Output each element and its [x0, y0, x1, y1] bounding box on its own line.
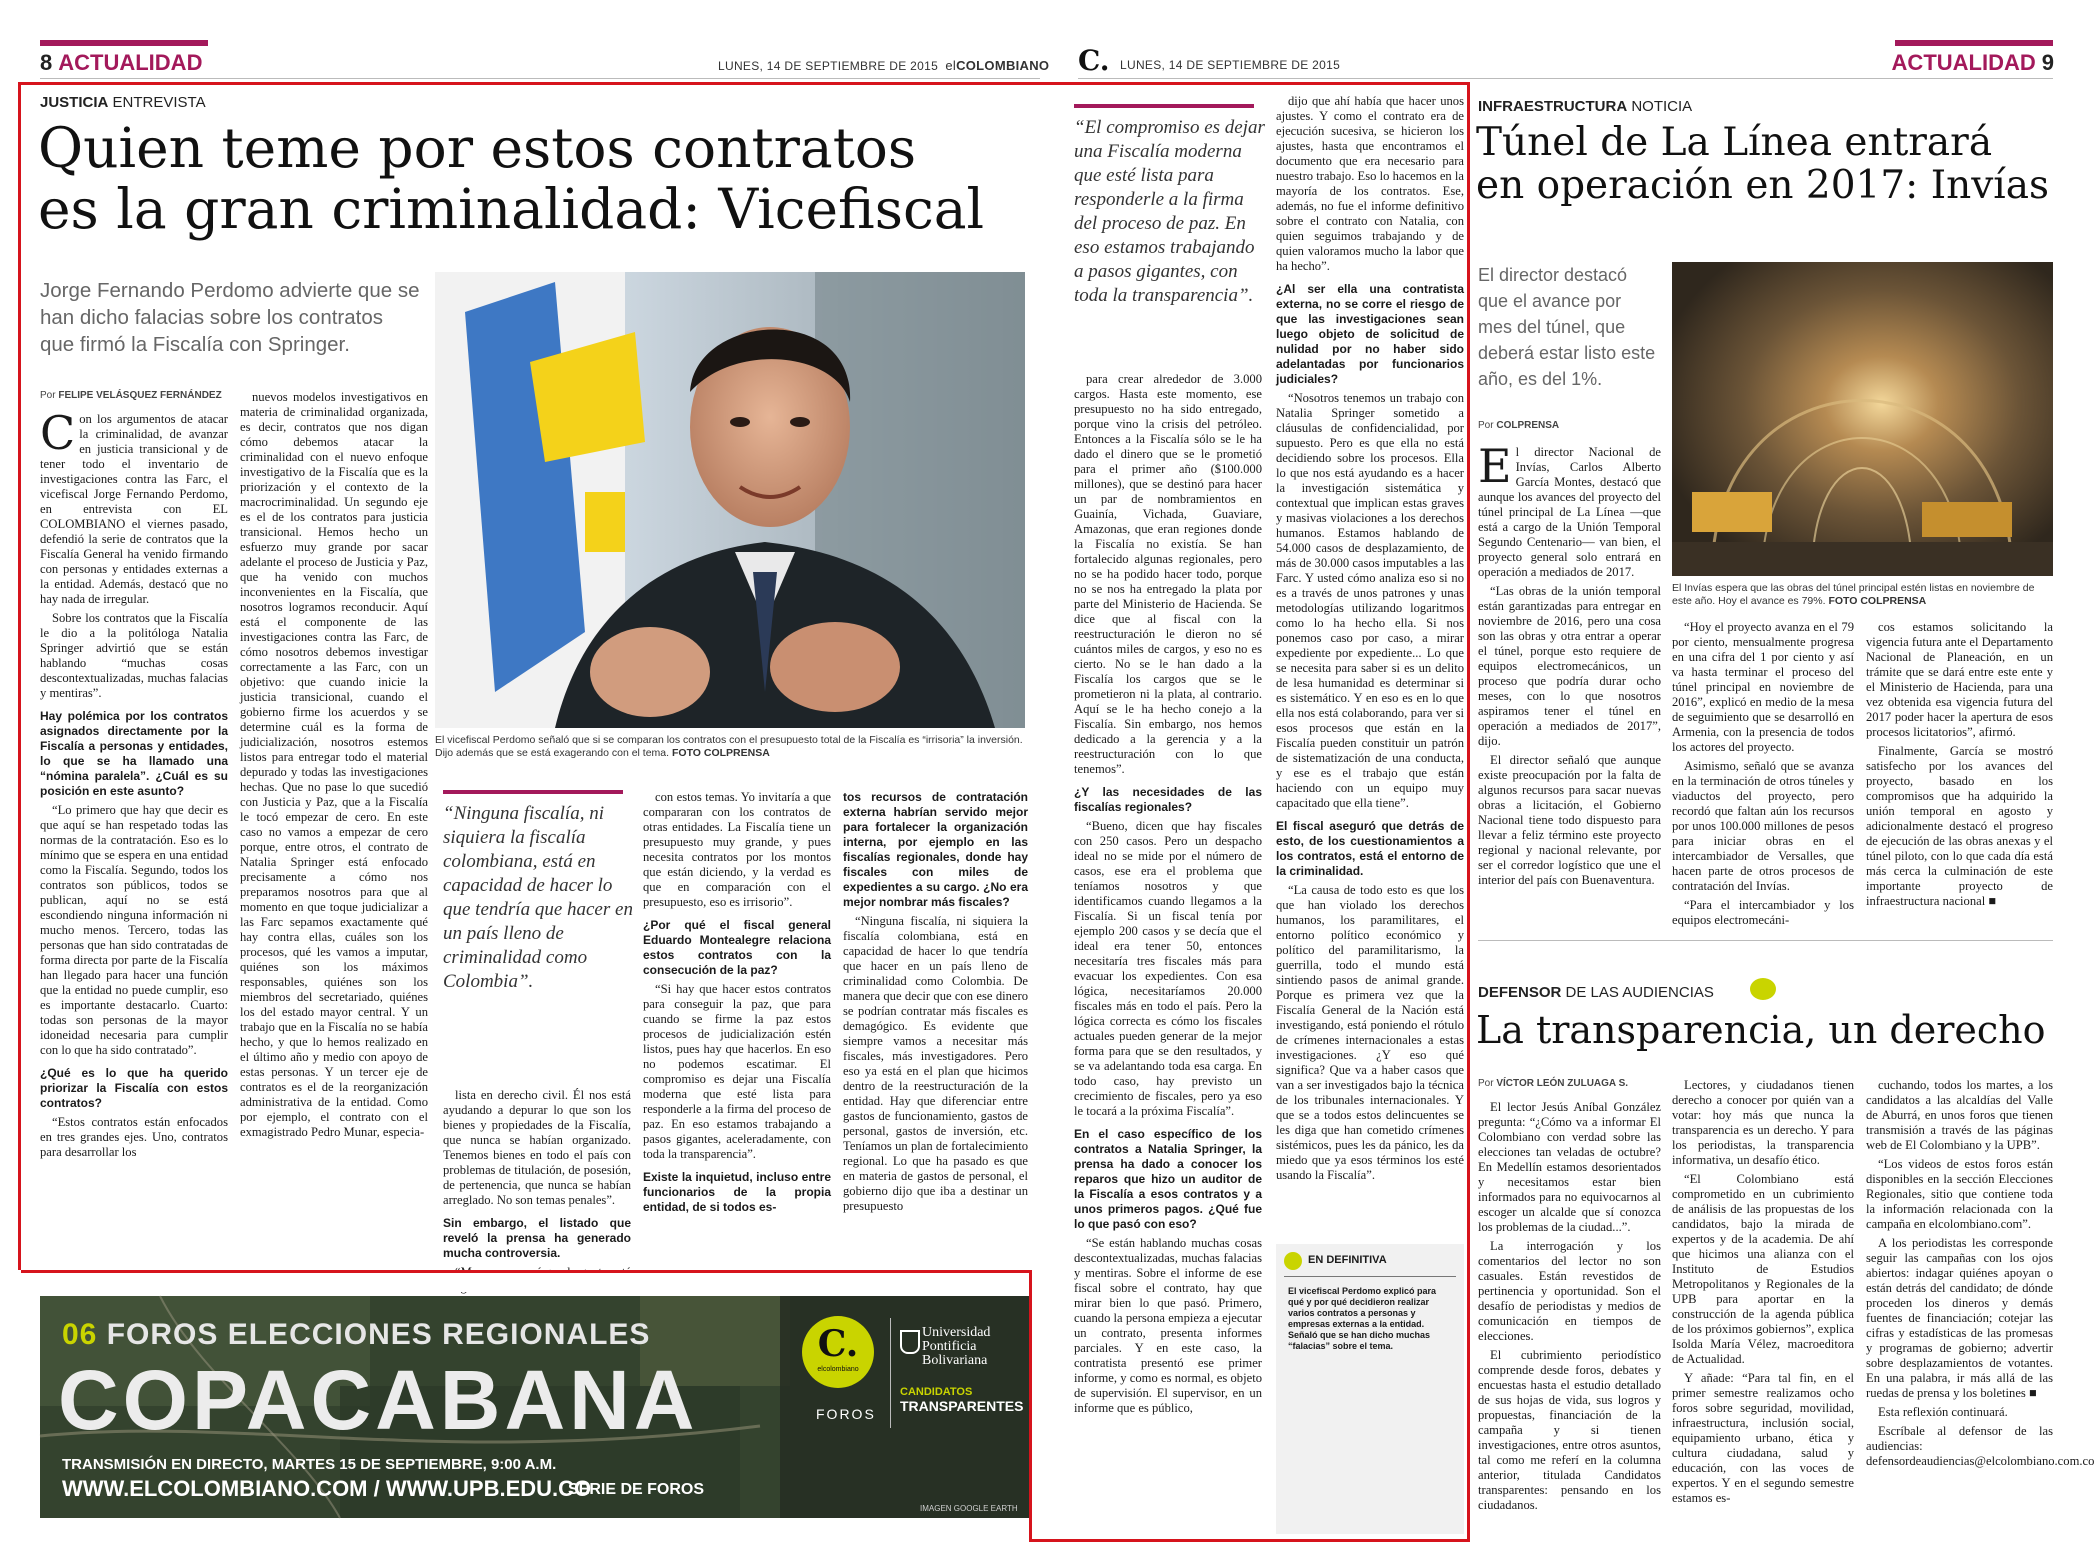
main-photo-caption-text: El vicefiscal Perdomo señaló que si se comparan los contratos con el presupuesto total de la Fiscalía es “irrisoria” la inversión. Dijo además que se está exagerando con el tema.: [435, 734, 1023, 759]
left-header-bar: [40, 40, 208, 46]
body-paragraph: Lectores, y ciudadanos tienen derecho a conocer por quién van a votar: hoy más que nunca la transparencia es un derecho. Y para los periodistas, la transparencia informativa, un desafío ético.: [1672, 1078, 1854, 1167]
highlight-frame-top: [18, 82, 1470, 1292]
interview-question: Sin embargo, el listado que reveló la prensa ha generado mucha controversia.: [443, 1216, 631, 1260]
defensor-byline-prefix: Por: [1478, 1078, 1494, 1089]
foros-ad-banner[interactable]: [40, 1296, 1030, 1518]
tunnel-kicker: [1478, 98, 1692, 115]
body-paragraph: “Ninguna fiscalía, ni siquiera la fiscalía colombiana, está en capacidad de hacer lo que tendría que hacer en un país lleno de criminalidad como Colombia. De manera que decir que con ese dinero se podrían contratar más fiscales es demagógico. Es evidente que siempre vamos a necesitar más fiscales, más investigadores. Pero eso ya está en el plan que hicimos dentro de la reestructuración de la entidad. Hay que diferenciar entre gastos de funcionamiento, gastos de personal, gastos de inversión, etc. Teníamos un plan de fortalecimiento regional. Lo que ha pasado es que en materia de gastos de personal, el gobierno dijo que iba a destinar un presupuesto: [843, 914, 1028, 1213]
main-byline-name: FELIPE VELÁSQUEZ FERNÁNDEZ: [58, 390, 222, 401]
body-paragraph: “El Colombiano está comprometido en un cubrimiento de análisis de las propuestas de los candidatos, bajo la mirada de expertos y de la academia. De ahí que hicimos una alianza con el Instituto de Estudios Metropolitanos y Regionales de la UPB para aportar en la construcción de la agenda pública de los próximos gobiernos”, explica Isolda María Vélez, macroeditora de Actualidad.: [1672, 1172, 1854, 1366]
ad-serie: SERIE DE FOROS: [568, 1481, 705, 1498]
left-section-name: ACTUALIDAD: [58, 50, 203, 75]
tunnel-byline-prefix: Por: [1478, 420, 1494, 431]
ad-upb-line2: Pontificia: [922, 1339, 977, 1354]
highlight-frame-bottom: [1029, 1539, 1470, 1542]
tunnel-column-2: [1672, 620, 1854, 925]
body-paragraph: con estos temas. Yo invitaría a que compararan con los contratos de otras entidades. La Fiscalía tiene un presupuesto muy grande, y pues necesita contratos por los montos que están diciendo, y la verdad es que en comparación con el presupuesto, eso es irrisorio”.: [643, 790, 831, 909]
pull-quote-1: “Ninguna fiscalía, ni siquiera la fiscalía colombiana, está en capacidad de hacer lo que tendría que hacer en un país lleno de criminalidad como Colombia”.: [443, 803, 633, 992]
body-paragraph: “Si hay que hacer estos contratos para conseguir la paz, que para cuando se firme la paz estos procesos de judicialización estén listos, pues hay que hacerlos. En eso no podemos escatimar. El compromiso es dejar una Fiscalía moderna que esté lista para responderle a la firma del proceso de paz. En eso estamos trabajando a pasos gigantes, aceleradamente, con toda la transparencia”.: [643, 982, 831, 1161]
body-paragraph: “La causa de todo esto es que los que han violado los derechos humanos, los paramilitares, el entorno político económico y político del paramilitarismo, la guerrilla, todo el mundo está sintiendo pasos de animal grande. Porque es primera vez que la Fiscalía General de la Nación está investigando, está poniendo el rótulo de crímenes internacionales a estas investigaciones. ¿Y eso qué significa? Que va a haber casos que van a ser investigados bajo la técnica de los tribunales internacionales. Y que se a todos estos delincuentes se les diga que han cometido crímenes sistémicos, pues les da pánico, les da miedo que ya esos términos los esté usando la Fiscalía”.: [1276, 883, 1464, 1182]
right-section-label: [1892, 50, 2054, 76]
left-page-number: 8: [40, 50, 53, 75]
tunnel-deck: El director destacó que el avance por mes del túnel, que deberá estar listo este año, es del 1%.: [1478, 265, 1656, 389]
interview-question: Hay polémica por los contratos asignados directamente por la Fiscalía a personas y entidades, lo que se ha llamado una “nómina paralela”. ¿Cuál es su posición en este asunto?: [40, 709, 228, 798]
body-paragraph: cos estamos solicitando la vigencia futura ante el Departamento Nacional de Planeación, en un trámite que se dará entre este ente y el Ministerio de Hacienda, para una vez obtenida esa vigencia futura del 2017 poder hacer la apertura de esos procesos licitatorios”, afirmó.: [1866, 620, 2053, 739]
body-paragraph: “Lo primero que hay que decir es que aquí se han respetado todas las normas de la contratación. Eso es lo mínimo que se espera en una entidad como la Fiscalía. Segundo, todos los contratos son públicos, todos se publican, aquí no se está escondiendo ninguna información ni mucho menos. Tercero, todas las personas que han sido contratadas de forma directa por parte de la Fiscalía han llegado para hacer una función que la entidad no puede cumplir, eso es importante destacarlo. Cuarto: todas son personas de la mayor idoneidad necesaria para cumplir con lo que ha sido contratado”.: [40, 803, 228, 1057]
interview-question: ¿Y las necesidades de las fiscalías regionales?: [1074, 785, 1262, 814]
main-headline-line2: es la gran criminalidad: Vicefiscal: [38, 176, 985, 241]
defensor-column-2: [1672, 1078, 1854, 1540]
defensor-kicker: [1478, 984, 1714, 1001]
ad-colombiano-logo: [802, 1316, 874, 1388]
defensor-column-1: [1478, 1100, 1661, 1540]
drop-cap: C: [40, 406, 76, 460]
body-paragraph: “Estos contratos están enfocados en tres grandes ejes. Uno, contratos para desarrollar los: [40, 1115, 228, 1159]
interview-question: tos recursos de contratación externa habrían servido mejor para fortalecer la organización interna, por ejemplo en las fiscalías regionales, donde hay fiscales con miles de expedientes a su cargo. ¿No era mejor nombrar más fiscales?: [843, 790, 1028, 909]
ad-logo-c: C.: [817, 1323, 859, 1365]
right-dateline: LUNES, 14 DE SEPTIEMBRE DE 2015: [1120, 58, 1341, 72]
tunnel-column-1: [1478, 439, 1661, 925]
tunnel-headline-line2: en operación en 2017: Invías: [1476, 162, 2050, 208]
right-page-number: 9: [2041, 50, 2054, 75]
ad-city: COPACABANA: [58, 1353, 699, 1447]
defensor-column-3: [1866, 1078, 2094, 1540]
lead-paragraph: El director Nacional de Invías, Carlos Alberto García Montes, destacó que aunque los avances del proyecto del túnel principal de La Línea —que está a cargo de la Unión Temporal Segundo Centenario— van bien, el proyecto general solo entrará en operación a mediados de 2017.: [1478, 439, 1661, 579]
speech-bubble-icon: [1750, 978, 1776, 1000]
defensor-headline: La transparencia, un derecho: [1476, 1008, 2046, 1052]
defensor-top-rule: [1478, 940, 2053, 941]
main-byline-prefix: Por: [40, 390, 56, 401]
body-paragraph: “Bueno, dicen que hay fiscales con 250 casos. Pero un despacho ideal no se mide por el número de casos, ese era el problema que teníamos nosotros y que identificamos cuando llegamos a la Fiscalía. Si un fiscal tenía por ejemplo 200 casos y se decía que el ideal era tener 50, entonces necesitaría tres fiscales más para evacuar los expedientes. Con esa lógica, necesitaríamos 20.000 fiscales más en todo el país. Pero la lógica correcta es cómo los fiscales actuales pueden generar de la mejor forma para que se den resultados, y se va adelantando toda esa carga. En todo caso, hay previsto un crecimiento de fiscales, pero ya eso le tocará a la próxima Fiscalía”.: [1074, 819, 1262, 1118]
body-paragraph: Y añade: “Para tal fin, en el primer semestre realizamos ocho foros sobre seguridad, movilidad, infraestructura, inclusión social, equipamiento urbano, ética y cultura ciudadana, salud y educación, con las voces de expertos. Y en el segundo semestre estamos es-: [1672, 1371, 1854, 1505]
ad-upb-logo: [922, 1326, 990, 1368]
ad-title: FOROS ELECCIONES REGIONALES: [106, 1318, 651, 1351]
tunnel-headline-line1: Túnel de La Línea entrará: [1476, 120, 1993, 165]
body-paragraph: Esta reflexión continuará.: [1878, 1405, 2008, 1419]
tunnel-photo-credit: FOTO COLPRENSA: [1828, 595, 1927, 607]
ad-candidatos-line1: CANDIDATOS: [900, 1386, 973, 1398]
left-brand-prefix: el: [945, 58, 957, 73]
left-brand: [945, 58, 1049, 73]
tunnel-headline: [1476, 122, 2076, 208]
main-deck: Jorge Fernando Perdomo advierte que se han dicho falacias sobre los contratos que firmó la Fiscalía con Springer.: [40, 279, 420, 356]
highlight-frame-left-stub: [18, 1270, 21, 1292]
ad-foros-label: FOROS: [816, 1406, 876, 1422]
tunnel-byline: [1478, 420, 1559, 431]
lead-paragraph: Con los argumentos de atacar la criminalidad, de avanzar en justicia transicional y de tener todo el inventario de investigaciones contra las Farc, el vicefiscal Jorge Fernando Perdomo, en entrevista con EL COLOMBIANO el viernes pasado, defendió la serie de contratos que la Fiscalía General ha venido firmando con personas y entidades externas a la entidad. Además, destacó que no hay nada de irregular.: [40, 406, 228, 606]
ad-upb-line3: Bolivariana: [922, 1353, 988, 1368]
body-paragraph: Asimismo, señaló que se avanza en la terminación de otros túneles y viaductos del proyecto, pero recordó que faltan aún los recursos por unos 100.000 millones de pesos para iniciar obras en el intercambiador de Versalles, que hacen parte de otros procesos de contratación del Invías.: [1672, 759, 1854, 893]
body-paragraph: La interrogación y los comentarios del lector no son casuales. Están revestidos de pertinencia y oportunidad. Son el desafío de periodistas y medios de comunicación en tiempos de elecciones.: [1478, 1239, 1661, 1343]
ad-candidatos-line2: TRANSPARENTES: [900, 1398, 1024, 1414]
ad-title-line: [62, 1318, 650, 1352]
body-paragraph: A los periodistas les corresponde seguir las campañas con los ojos abiertos: indagar quiénes apoyan o están detrás del candidato; de dónde proceden los dineros y demás fuentes de financiación; cotejar las cifras y estadísticas de las promesas y programas de gobierno; advertir sobre desplazamientos de votantes. En una palabra, ir más allá de las ruedas de prensa y los boletines ■: [1866, 1236, 2053, 1400]
tunnel-kicker-section: INFRAESTRUCTURA: [1478, 98, 1628, 115]
interview-question: ¿Por qué el fiscal general Eduardo Montealegre relaciona estos contratos con la consecución de la paz?: [643, 918, 831, 977]
pull-quote-2: “El compromiso es dejar una Fiscalía moderna que esté lista para responderle a la firma del proceso de paz. En eso estamos trabajando a pasos gigantes, con toda la transparencia”.: [1074, 117, 1265, 306]
tunnel-column-3: [1866, 620, 2053, 925]
defensor-byline-name: VÍCTOR LEÓN ZULUAGA S.: [1496, 1078, 1629, 1089]
en-definitiva-title: EN DEFINITIVA: [1308, 1254, 1387, 1266]
body-paragraph: “Nosotros tenemos un trabajo con Natalia Springer sometido a cláusulas de confidencialidad, por supuesto. Pero es que ella no está decidiendo sobre los procesos. Ella lo que nos está ayudando es a hacer la investigación sistemática y contextual que implican estas graves y masivas violaciones a los derechos humanos. Estamos hablando de 54.000 casos de desplazamiento, de más de 30.000 casos imputables a las Farc. Y usted cómo analiza eso si no es a través de unos patrones y unas metodologías utilizando logaritmos como lo ha hecho ella. Si nos ponemos caso por caso, a mirar expediente por expediente... Lo que se necesita para saber si es un delito de lesa humanidad es determinar si es sistemático. Y en eso es en lo que ella nos está colaborando, para ver si esos procesos que están en la Fiscalía pueden constituir un patrón de sistematización de una conducta, y ese es el trabajo que están haciendo con un equipo muy capacitado que ella tiene”.: [1276, 391, 1464, 810]
upb-shield-icon: [900, 1330, 920, 1354]
body-paragraph: dijo que ahí había que hacer unos ajustes. Y como el contrato era de ejecución sucesiva, se hicieron los ajustes, hasta que encontramos el documento que era necesario para nuestro trabajo. Eso lo hacemos en la mayoría de los contratos. Ese, además, no fue el informe definitivo sobre el contrato con Natalia, con quien seguimos trabajando y de quien valoramos mucho la labor que ha hecho”.: [1276, 94, 1464, 273]
body-paragraph: El cubrimiento periodístico comprende desde foros, debates y encuestas hasta el estudio detallado de sus hojas de vida, sus logros y propuestas, financiación de la campaña y si tienen investigaciones, entre otros asuntos, tal como me referí en la columna anterior, titulada Candidatos transparentes: pensando en los ciudadanos.: [1478, 1348, 1661, 1512]
left-dateline: [718, 58, 1049, 73]
body-paragraph: Sobre los contratos que la Fiscalía le dio a la politóloga Natalia Springer advirtió que se están hablando “muchas cosas descontextualizadas, muchas falacias y mentiras”.: [40, 611, 228, 700]
tunnel-photo-caption-text: El Invías espera que las obras del túnel principal estén listas en noviembre de este año. Hoy el avance es 79%.: [1672, 582, 2035, 607]
highlight-frame-right-vertical: [1467, 1270, 1470, 1542]
right-header-rule: [1078, 78, 2053, 79]
main-kicker-type: ENTREVISTA: [112, 94, 206, 111]
ad-transmision: TRANSMISIÓN EN DIRECTO, MARTES 15 DE SEPTIEMBRE, 9:00 A.M.: [62, 1456, 557, 1473]
main-kicker-section: JUSTICIA: [40, 94, 109, 111]
defensor-kicker-section: DEFENSOR: [1478, 984, 1562, 1001]
interview-question: ¿Qué es lo que ha querido priorizar la Fiscalía con estos contratos?: [40, 1066, 228, 1110]
tunnel-photo-illustration: [1672, 262, 2053, 576]
drop-cap: E: [1478, 439, 1512, 493]
ad-logo-c-sub: elcolombiano: [817, 1366, 859, 1373]
tunnel-photo: [1672, 262, 2053, 576]
defensor-byline: [1478, 1078, 1628, 1089]
body-paragraph: El director señaló que aunque existe preocupación por la falta de algunos recursos para sacar nuevas obras a licitación, el Gobierno Nacional tiene todo dispuesto para llevar a feliz término este proyecto regional y nacional relevante, por ser el corredor logístico que une el interior del país con Buenaventura.: [1478, 753, 1661, 887]
ad-divider: [890, 1318, 891, 1428]
right-header-bar: [1895, 40, 2053, 46]
highlight-frame-lower-mask: [21, 1273, 1029, 1292]
en-definitiva-text: El vicefiscal Perdomo explicó para qué y por qué decidieron realizar varios contratos a personas y empresas externas a la entidad. Señaló que se han dicho muchas “falacias” sobre el tema.: [1288, 1286, 1437, 1351]
right-logo: C.: [1078, 44, 1110, 77]
body-paragraph: “Los videos de estos foros están disponibles en la sección Elecciones Regionales, sitio que contiene toda la información relacionada con la campaña en elcolombiano.com”.: [1866, 1157, 2053, 1231]
body-paragraph: lista en derecho civil. Él nos está ayudando a depurar lo que son los bienes y propiedades de la Fiscalía, que nunca se habían organizado. Tenemos bienes en todo el país con problemas de titulación, de posesión, de pertenencia, que nunca se habían arreglado. No son temas penales”.: [443, 1088, 631, 1207]
left-section-label: [40, 50, 202, 76]
body-paragraph: “Para el intercambiador y los equipos electromecáni-: [1672, 898, 1854, 927]
defensor-kicker-type: DE LAS AUDIENCIAS: [1565, 984, 1714, 1001]
main-headline-line1: Quien teme por estos contratos: [38, 116, 917, 180]
highlight-frame-inner-vertical: [1029, 1270, 1032, 1542]
ad-candidatos: [900, 1386, 1023, 1414]
tunnel-photo-caption: [1672, 582, 2053, 608]
ad-urls[interactable]: WWW.ELCOLOMBIANO.COM / WWW.UPB.EDU.CO: [62, 1476, 592, 1501]
left-date: LUNES, 14 DE SEPTIEMBRE DE 2015: [718, 59, 939, 73]
interview-question: ¿Al ser ella una contratista externa, no se corre el riesgo de que las investigaciones sean luego objeto de solicitud de nulidad por no haber sido adelantadas por funcionarios judiciales?: [1276, 282, 1464, 386]
body-paragraph: Finalmente, García se mostró satisfecho por los avances del proyecto, basado en los compromisos que ha adquirido la unión temporal en agosto y adicionalmente destacó el progreso de ejecución de las obras anexas y el túnel piloto, con lo que cada día está más cerca la culminación de este importante proyecto de infraestructura nacional ■: [1866, 744, 2053, 908]
body-paragraph: cuchando, todos los martes, a los candidatos a las alcaldías del Valle de Aburrá, en unos foros que tienen transmisión a través de las páginas web de El Colombiano y la UPB”.: [1866, 1078, 2053, 1152]
interview-question: Existe la inquietud, incluso entre funcionarios de la propia entidad, de si todos es-: [643, 1170, 831, 1214]
ad-image-credit: IMAGEN GOOGLE EARTH: [920, 1504, 1018, 1513]
body-paragraph: “Se están hablando muchas cosas descontextualizadas, muchas falacias y mentiras. Sobre el informe de ese fiscal sobre el contrato, hay que mirar bien lo que pasó. Primero, cuando la persona empieza a ejecutar un contrato, presenta informes parciales. Y en este caso, la contratista presentó ese primer informe, y como es normal, es objeto de supervisión. El supervisor, en un informe que es público,: [1074, 1236, 1262, 1415]
tunnel-byline-name: COLPRENSA: [1496, 420, 1560, 431]
left-header-rule: [40, 78, 1040, 79]
body-paragraph: “Las obras de la unión temporal están garantizadas para entregar en noviembre de 2016, pero una cosa son las obras y otra entrar a operar el túnel, porque esto requiere de equipos electromecánicos, un proceso que podría durar ocho meses, con lo que nosotros aspiramos tener el túnel en operación a mediados de 2017”, dijo.: [1478, 584, 1661, 748]
interview-question: En el caso específico de los contratos a Natalia Springer, la prensa ha dado a conocer los reparos que hizo un auditor de la Fiscalía a esos contratos y a unos primeros pagos. ¿Qué fue lo que pasó con eso?: [1074, 1127, 1262, 1231]
main-photo-credit: FOTO COLPRENSA: [671, 747, 770, 759]
interview-question: El fiscal aseguró que detrás de esto, de los cuestionamientos a los contratos, está el entorno de la criminalidad.: [1276, 819, 1464, 878]
body-paragraph: El lector Jesús Aníbal González pregunta: “¿Cómo va a informar El Colombiano con verdad sobre las elecciones tan veladas de octubre? En Medellín estamos desorientados y necesitamos estar bien informados para no equivocarnos al escoger un alcalde que sí conozca los problemas de la ciudad...”.: [1478, 1100, 1661, 1234]
ad-upb-line1: Universidad: [922, 1325, 991, 1340]
body-paragraph: “Hoy el proyecto avanza en el 79 por ciento, mensualmente progresa en una cifra del 1 por ciento y así va hasta terminar el proceso del túnel principal en noviembre de 2016”, explicó en medio de la mesa de seguimiento que se desarrolló en Armenia, con la presencia de todos los actores del proyecto.: [1672, 620, 1854, 754]
ad-number: 06: [62, 1318, 98, 1351]
body-paragraph: para crear alrededor de 3.000 cargos. Hasta este momento, ese presupuesto no ha sido entregado, porque vino la crisis del petróleo. Entonces a la Fiscalía sólo se le ha dado el dinero que se le prometió para el primer año ($100.000 millones), que se destinó para hacer un par de nombramientos en Guainía, Vichada, Guaviare, Amazonas, que eran regiones donde la Fiscalía no existía. Se han fortalecido algunas regionales, pero no se ha podido hacer todo, porque no se nos ha entregado la plata por parte del Ministerio de Hacienda. Se dice que al fiscal con la reestructuración le dieron no sé cuántos miles de cargos, y eso no es cierto. No se le han dado a la Fiscalía los cargos que se le prometieron ni la plata, al contrario. Aquí se le ha hecho conejo a la Fiscalía. Sin embargo, nos hemos dedicado a la gerencia y a la reestructuración con lo que tenemos”.: [1074, 372, 1262, 776]
body-paragraph: Escríbale al defensor de las audiencias: defensordeaudiencias@elcolombiano.com.co: [1866, 1424, 2094, 1468]
tunnel-kicker-type: NOTICIA: [1631, 98, 1693, 115]
body-paragraph: nuevos modelos investigativos en materia de criminalidad organizada, es decir, contratos que nos digan cómo debemos atacar la criminalidad con el nuevo enfoque investigativo de la Fiscalía que es la priorización y el contexto de la macrocriminalidad. Un segundo eje es el de los contratos para justicia transicional. Hemos hecho un esfuerzo muy grande por sacar adelante el proceso de Justicia y Paz, que ha venido con muchos inconvenientes en la Fiscalía, que nosotros logramos reconducir. Aquí está el componente de las investigaciones contra las Farc, de cómo nosotros debemos investigar correctamente a las Farc, con un objetivo: que cuando inicie la justicia transicional, cuando el gobierno firme los acuerdos y se determine cuál es la forma de judicialización, nosotros estemos listos para entregar todo el material depurado y todas las investigaciones hechas. Que no pase lo que sucedió con Justicia y Paz, que a la Fiscalía le tocó empezar de cero. En este caso no vamos a empezar de cero porque, entre otros, el contrato de Natalia Springer está enfocado precisamente a cómo nos preparamos nosotros para que al momento en que toque judicializar a las Farc sepamos exactamente qué hay contra ellas, cuáles son los procesos, qué les vamos a imputar, quiénes son los máximos responsables, quiénes son los miembros del secretariado, quiénes los del estado mayor central. Y un trabajo que en la Fiscalía no se había hecho, y que lo hemos realizado en el último año y medio con apoyo de estas personas. Y un tercer eje de contratos es el de la reorganización administrativa de la entidad. Como por ejemplo, el contrato con el exmagistrado Pedro Munar, especia-: [240, 390, 428, 1139]
left-brand-name: COLOMBIANO: [956, 58, 1050, 73]
right-section-name: ACTUALIDAD: [1891, 50, 2036, 75]
